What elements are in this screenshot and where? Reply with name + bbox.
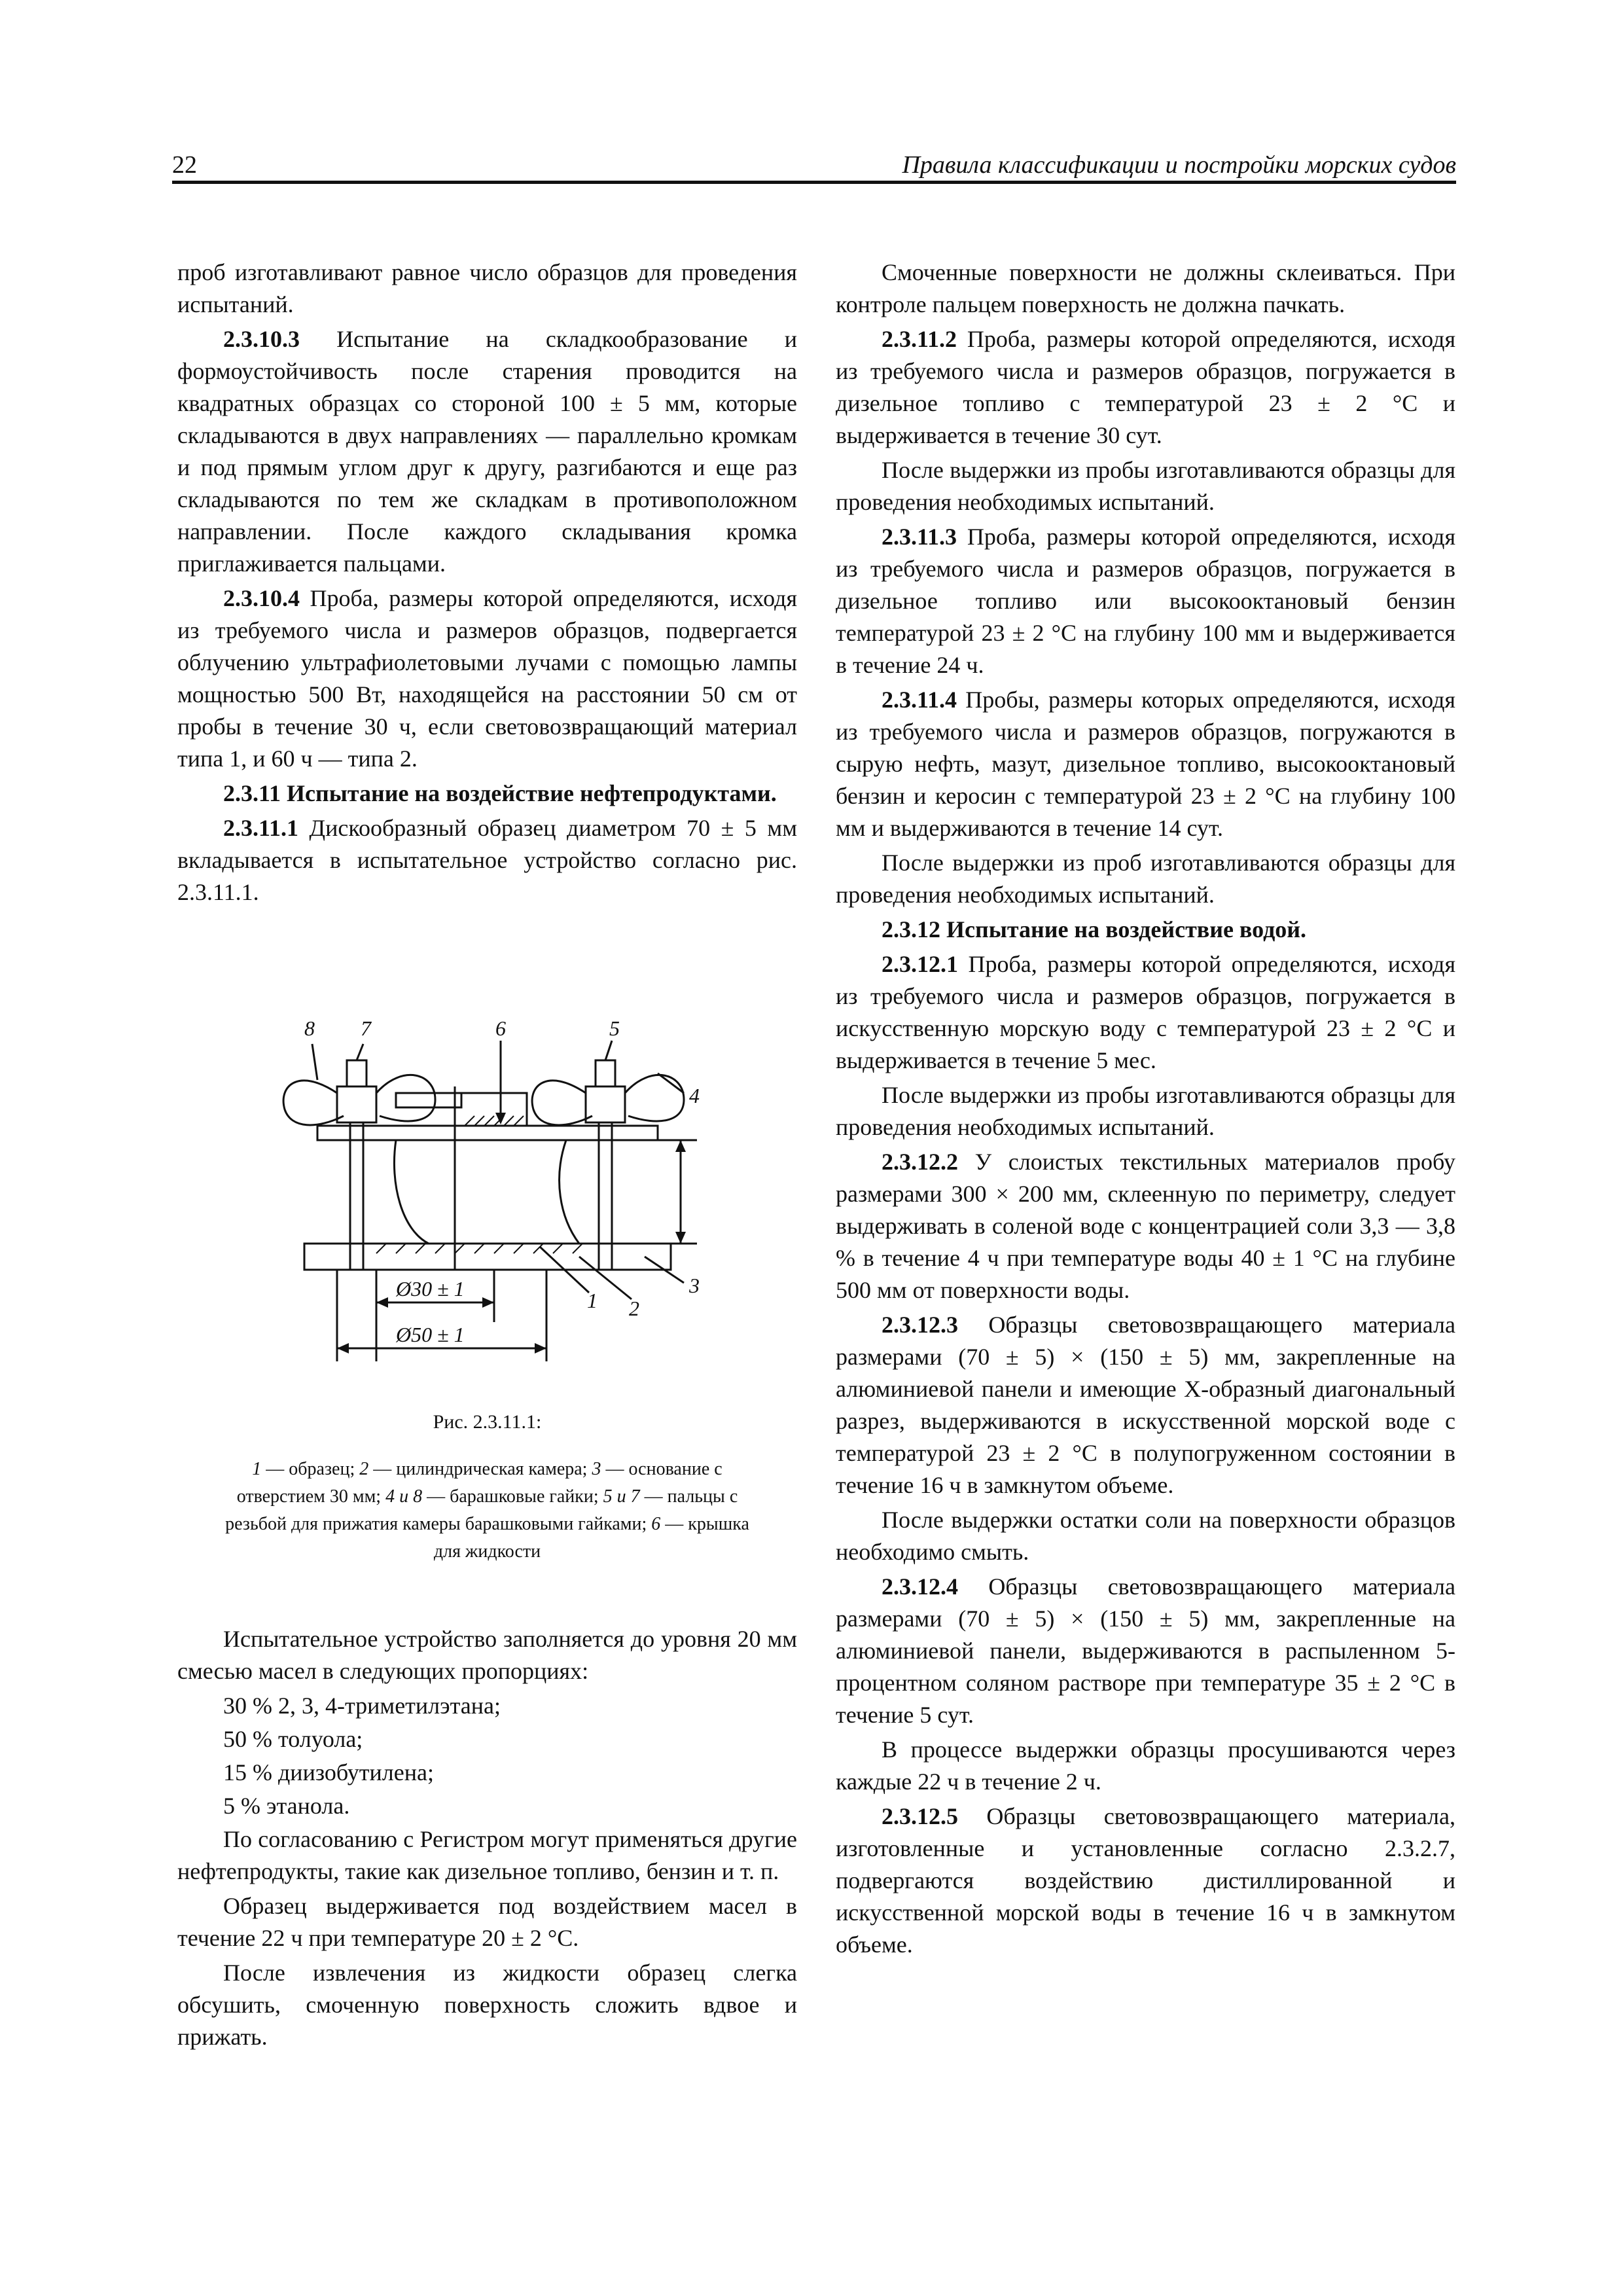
paragraph (836, 684, 1455, 844)
section-heading: 2.3.12 Испытание на воздействие водой. (882, 916, 1307, 942)
label-4: 4 (688, 1084, 700, 1107)
label-3: 3 (688, 1274, 700, 1297)
paragraph: проб изготавливают равное число образцов для проведения испытаний. (177, 259, 797, 317)
paragraph: В процессе выдержки образцы просушиваются через каждые 22 ч в течение 2 ч. (836, 1736, 1455, 1795)
clause-number: 2.3.10.3 (223, 326, 300, 352)
label-2: 2 (628, 1297, 639, 1320)
clause-text: Испытание на складкообразование и формоустойчивость после старения проводится на квадратных образцах со стороной 100 ± 5 мм, которые складываются в двух направлениях — параллельно кромкам и под прямым углом друг к другу, разгибаются и еще раз складываются по тем же складкам в противоположном направлении. После каждого складывания кромка приглаживается пальцами. (177, 326, 797, 577)
clause-text: Проба, размеры которой определяются, исходя из требуемого числа и размеров образцов, погружается в искусственную морскую воду с температурой 23 ± 2 °С и выдерживается в течение 5 мес. (836, 951, 1455, 1073)
clause-text: Пробы, размеры которых определяются, исходя из требуемого числа и размеров образцов, погружаются в сырую нефть, мазут, дизельное топливо, высокооктановый бензин и керосин с температурой 23 ± 2 °С на глубину 100 мм и выдерживаются в течение 14 сут. (836, 687, 1455, 841)
section-heading: 2.3.11 Испытание на воздействие нефтепродуктами. (223, 780, 777, 806)
clause-number: 2.3.11.1 (223, 815, 299, 841)
list-item: 30 % 2, 3, 4-триметилэтана; (223, 1693, 501, 1719)
list-item: 50 % толуола; (223, 1726, 363, 1752)
clause-number: 2.3.12.4 (882, 1573, 958, 1600)
legend-key: 5 и 7 (603, 1486, 640, 1507)
paragraph (836, 948, 1455, 1077)
header-rule (172, 181, 1456, 184)
paragraph (836, 1146, 1455, 1306)
paragraph (177, 323, 797, 580)
paragraph: Образец выдерживается под воздействием масел в течение 22 ч при температуре 20 ± 2 °С. (177, 1893, 797, 1951)
clause-number: 2.3.11.4 (882, 687, 957, 713)
legend-key: 4 и 8 (385, 1486, 423, 1507)
label-6: 6 (495, 1016, 506, 1040)
legend-key: 3 (592, 1459, 601, 1479)
list-item: 5 % этанола. (223, 1793, 350, 1819)
clause-number: 2.3.11.3 (882, 524, 957, 550)
legend-key: 6 (651, 1514, 661, 1534)
list-item: 15 % диизобутилена; (223, 1759, 434, 1785)
legend-key: 1 (252, 1459, 262, 1479)
legend-key: 2 (359, 1459, 369, 1479)
paragraph (836, 1571, 1455, 1731)
clause-text: Образцы световозвращающего материала размерами (70 ± 5) × (150 ± 5) мм, закрепленные на алюминиевой панели и имеющие Х-образный диагональный разрез, выдерживаются в искусственной морской воде с температурой 23 ± 2 °С в полупогруженном состоянии в течение 16 ч в замкнутом объеме. (836, 1312, 1455, 1498)
clause-number: 2.3.12.1 (882, 951, 958, 977)
legend-text: — пальцы с резьбой для прижатия камеры барашковыми гайками; (225, 1486, 738, 1534)
clause-text: Проба, размеры которой определяются, исходя из требуемого числа и размеров образцов, погружается в дизельное топливо с температурой 23 ± 2 °С и выдерживается в течение 30 сут. (836, 326, 1455, 448)
legend-text: — цилиндрическая камера; (368, 1459, 592, 1479)
label-8: 8 (304, 1016, 315, 1040)
paragraph: После выдержки из пробы изготавливаются образцы для проведения необходимых испытаний. (836, 1082, 1455, 1140)
left-column-continued (177, 1623, 797, 2056)
left-column (177, 257, 797, 911)
label-5: 5 (609, 1016, 620, 1040)
clause-number: 2.3.10.4 (223, 585, 300, 611)
paragraph: Испытательное устройство заполняется до уровня 20 мм смесью масел в следующих пропорциях: (177, 1626, 797, 1684)
paragraph: По согласованию с Регистром могут применяться другие нефтепродукты, такие как дизельное топливо, бензин и т. п. (177, 1826, 797, 1884)
legend-text: — крышка для жидкости (433, 1514, 749, 1562)
clause-text: Дискообразный образец диаметром 70 ± 5 мм вкладывается в испытательное устройство согласно рис. 2.3.11.1. (177, 815, 797, 905)
paragraph: После извлечения из жидкости образец слегка обсушить, смоченную поверхность сложить вдвое и прижать. (177, 1960, 797, 2050)
paragraph (836, 521, 1455, 681)
clause-number: 2.3.11.2 (882, 326, 957, 352)
paragraph (836, 1801, 1455, 1961)
dimension-d50: Ø50 ± 1 (395, 1323, 465, 1346)
page-number: 22 (172, 151, 197, 179)
label-1: 1 (586, 1289, 597, 1312)
paragraph: После выдержки остатки соли на поверхности образцов необходимо смыть. (836, 1507, 1455, 1565)
paragraph (836, 1309, 1455, 1501)
dimension-d30: Ø30 ± 1 (395, 1277, 465, 1300)
label-7: 7 (360, 1016, 371, 1040)
paragraph: Смоченные поверхности не должны склеиваться. При контроле пальцем поверхность не должна пачкать. (836, 259, 1455, 317)
figure-caption: Рис. 2.3.11.1: (433, 1411, 542, 1433)
paragraph: После выдержки из пробы изготавливаются образцы для проведения необходимых испытаний. (836, 457, 1455, 515)
legend-text: — основание с отверстием 30 мм; (236, 1459, 722, 1507)
clause-number: 2.3.12.2 (882, 1149, 958, 1175)
paragraph (177, 812, 797, 908)
clause-text: У слоистых текстильных материалов пробу размерами 300 × 200 мм, склеенную по периметру, следует выдерживать в соленой воде с концентрацией соли 3,3 — 3,8 % в течение 4 ч при температуре воды 40 ± 1 °С на глубине 500 мм от поверхности воды. (836, 1149, 1455, 1303)
test-device-drawing (239, 995, 736, 1388)
clause-text: Проба, размеры которой определяются, исходя из требуемого числа и размеров образцов, погружается в дизельное топливо или высокооктановый бензин температурой 23 ± 2 °С на глубину 100 мм и выдерживается в течение 24 ч. (836, 524, 1455, 678)
clause-text: Проба, размеры которой определяются, исходя из требуемого числа и размеров образцов, подвергается облучению ультрафиолетовыми лучами с помощью лампы мощностью 500 Вт, находящейся на расстоянии 50 см от пробы в течение 30 ч, если световозвращающий материал типа 1, и 60 ч — типа 2. (177, 585, 797, 772)
paragraph (836, 323, 1455, 452)
clause-number: 2.3.12.3 (882, 1312, 958, 1338)
figure (177, 995, 797, 1566)
legend-text: — барашковые гайки; (422, 1486, 603, 1507)
legend-text: — образец; (261, 1459, 360, 1479)
figure-legend (177, 1456, 797, 1566)
clause-text: Образцы световозвращающего материала, изготовленные и установленные согласно 2.3.2.7, подвергаются воздействию дистиллированной и искусственной морской воды в течение 16 ч в замкнутом объеме. (836, 1803, 1455, 1958)
paragraph (177, 583, 797, 775)
right-column (836, 257, 1455, 1964)
clause-text: Образцы световозвращающего материала размерами (70 ± 5) × (150 ± 5) мм, закрепленные на алюминиевой панели, выдерживаются в распыленном 5-процентном соляном растворе при температуре 35 ± 2 °С в течение 5 сут. (836, 1573, 1455, 1728)
clause-number: 2.3.12.5 (882, 1803, 958, 1829)
running-title: Правила классификации и постройки морских судов (902, 151, 1456, 179)
paragraph: После выдержки из проб изготавливаются образцы для проведения необходимых испытаний. (836, 850, 1455, 908)
